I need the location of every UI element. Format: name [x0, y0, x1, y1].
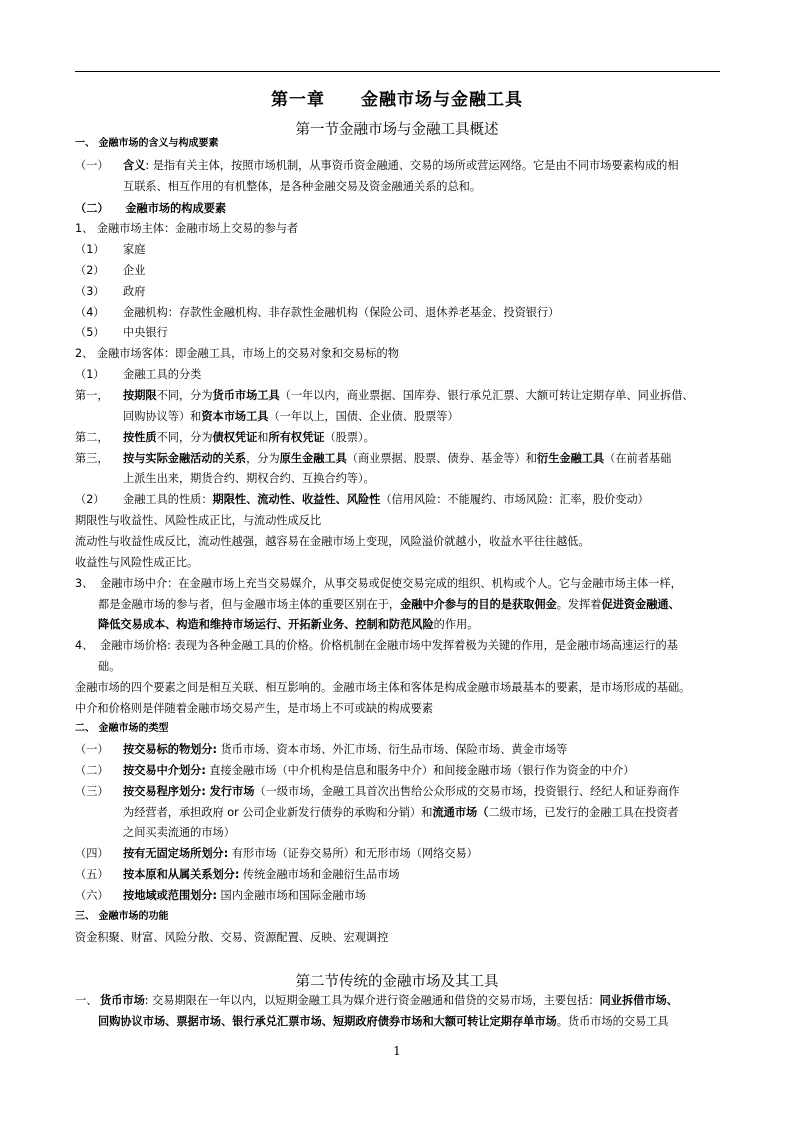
item-number: 一、 [75, 994, 98, 1007]
paragraph-text: （商业票据、股票、债券、基金等）和 [346, 452, 537, 465]
item-number: （一） [75, 743, 109, 756]
item-number: （2） [75, 264, 105, 277]
list-item [75, 889, 366, 903]
bold-term: 同业拆借市场、 [599, 994, 678, 1007]
bold-term: 所有权凭证 [268, 431, 325, 444]
paragraph-text: （信用风险：不能履约、市场风险：汇率，股价变动） [380, 493, 649, 506]
list-item [75, 243, 145, 257]
list-item [75, 368, 201, 382]
paragraph: 1、 金融市场主体：金融市场上交易的参与者 [75, 222, 299, 235]
paragraph-continuation [123, 806, 679, 820]
subheading: （二） 金融市场的构成要素 [75, 202, 227, 215]
paragraph-text: ，分为 [246, 452, 280, 465]
bold-term: 原生金融工具 [279, 452, 347, 465]
paragraph [75, 493, 649, 507]
bold-term: 按交易中介划分: [123, 764, 206, 777]
paragraph-text: 金融市场中介：在金融市场上充当交易媒介，从事交易或促使交易完成的组织、机构或个人。它与金融市场主体一样， [100, 577, 682, 590]
paragraph-text: 。货币市场的交易工具 [556, 1015, 669, 1028]
paragraph: 中介和价格则是伴随着金融市场交易产生，是市场上不可或缺的构成要素 [75, 702, 434, 715]
item-number: （4） [75, 306, 105, 319]
paragraph-text: 回购协议等）和 [123, 410, 202, 423]
bold-term: 按本原和从属关系划分: [123, 868, 240, 881]
paragraph-text: 都是金融市场的参与者，但与金融市场主体的重要区别在于， [98, 598, 401, 611]
paragraph [75, 389, 694, 403]
item-number: （2） [75, 493, 105, 506]
item-number: （5） [75, 326, 105, 339]
paragraph-text: 为经营者，承担政府 or 公司企业新发行债券的承购和分销）和 [123, 806, 433, 819]
page-number: 1 [393, 1044, 401, 1058]
list-item [75, 847, 478, 861]
list-item-text: 政府 [123, 285, 146, 298]
list-item [75, 326, 168, 340]
bold-term: 货币市场 [100, 994, 145, 1007]
paragraph-text: 不同，分为 [156, 389, 213, 402]
paragraph [75, 431, 375, 445]
item-number: （3） [75, 285, 105, 298]
paragraph [75, 639, 678, 653]
paragraph-text: 的作用。 [433, 618, 479, 631]
item-number: （三） [75, 785, 109, 798]
heading-1: 一、 金融市场的含义与构成要素 [75, 138, 219, 149]
paragraph-text: 和 [257, 431, 269, 444]
paragraph-text: 二级市场，已发行的金融工具在投资者 [488, 806, 679, 819]
list-item [75, 306, 559, 320]
bold-term: 金融中介参与的目的是获取佣金 [400, 598, 557, 611]
paragraph-text: 。发挥着 [556, 598, 602, 611]
paragraph-text: : 交易期限在一年以内，以短期金融工具为媒介进行资金融通和借贷的交易市场，主要包括： [144, 994, 600, 1007]
bold-term: 流通市场（ [432, 806, 489, 819]
paragraph-text: （一年以内，商业票据、国库券、银行承兑汇票、大额可转让定期存单、同业拆借、 [279, 389, 694, 402]
chapter-title: 第一章 金融市场与金融工具 [271, 90, 523, 110]
item-number: （六） [75, 889, 109, 902]
paragraph: 金融市场的四个要素之间是相互关联、相互影响的。金融市场主体和客体是构成金融市场最基本的要素，是市场形成的基础。 [75, 681, 691, 694]
paragraph-continuation: 互联系、相互作用的有机整体，是各种金融交易及资金融通关系的总和。 [123, 180, 482, 193]
paragraph-continuation: 之间买卖流通的市场） [123, 826, 235, 839]
paragraph: 收益性与风险性成正比。 [75, 556, 199, 569]
paragraph-text: （股票）。 [324, 431, 375, 444]
paragraph [75, 994, 678, 1008]
header-rule [75, 71, 720, 72]
paragraph-continuation [98, 1015, 669, 1029]
item-number: 第一， [75, 389, 109, 402]
list-item [75, 868, 400, 882]
bold-term: 按期限 [123, 389, 157, 402]
paragraph [75, 577, 682, 591]
paragraph-continuation: 础。 [98, 660, 121, 673]
list-item [75, 785, 680, 799]
paragraph: 流动性与收益性成反比，流动性越强，越容易在金融市场上变现，风险溢价就越小，收益水平往往越低。 [75, 535, 590, 548]
paragraph: 2、 金融市场客体：即金融工具，市场上的交易对象和交易标的物 [75, 347, 399, 360]
item-number: （五） [75, 868, 109, 881]
bold-term: 降低交易成本、构造和维持市场运行、开拓新业务、控制和防范风险 [98, 618, 434, 631]
bold-term: 促进资金融通、 [601, 598, 680, 611]
paragraph-continuation [98, 618, 478, 632]
bold-term: 衍生金融工具 [537, 452, 605, 465]
section-title: 第二节传统的金融市场及其工具 [295, 974, 499, 990]
paragraph-continuation: 上派生出来，期货合约、期权合约、互换合约等）。 [123, 472, 375, 485]
paragraph-continuation [123, 410, 459, 424]
paragraph: 资金积聚、财富、风险分散、交易、资源配置、反映、宏观调控 [75, 931, 389, 944]
list-item-text: 中央银行 [123, 326, 168, 339]
bold-term: 债权凭证 [212, 431, 258, 444]
bold-term: 回购协议市场、票据市场、银行承兑汇票市场、短期政府债券市场和大额可转让定期存单市场 [98, 1015, 557, 1028]
paragraph [75, 452, 671, 466]
list-item-text: 企业 [123, 264, 146, 277]
paragraph-continuation [98, 598, 680, 612]
item-number: 第三， [75, 452, 109, 465]
bold-term: 货币市场工具 [212, 389, 280, 402]
paragraph [75, 159, 679, 173]
list-item-text: 国内金融市场和国际金融市场 [216, 889, 366, 902]
section-title: 第一节金融市场与金融工具概述 [295, 122, 499, 138]
list-item-text: 金融机构：存款性金融机构、非存款性金融机构（保险公司、退休养老基金、投资银行） [123, 306, 560, 319]
list-item [75, 264, 145, 278]
list-item-text: 有形市场（证券交易所）和无形市场（网络交易） [228, 847, 478, 860]
paragraph-text: 金融市场价格: 表现为各种金融工具的价格。价格机制在金融市场中发挥着极为关键的作用，是金融市场高速运行的基 [100, 639, 678, 652]
list-item-text: 传统金融市场和金融衍生品市场 [239, 868, 400, 881]
list-item-text: 家庭 [123, 243, 146, 256]
bold-term: 按交易标的物划分: [123, 743, 217, 756]
bold-term: 资本市场工具 [201, 410, 269, 423]
item-number: 第二， [75, 431, 109, 444]
item-number: 3、 [75, 577, 94, 590]
paragraph-text: : 是指有关主体，按照市场机制，从事资币资金融通、交易的场所或营运网络。它是由不同市场要素构成的相 [145, 159, 679, 172]
heading-3: 三、 金融市场的功能 [75, 911, 169, 922]
list-item-text: （一级市场，金融工具首次出售给公众形成的交易市场，投资银行、经纪人和证券商作 [254, 785, 680, 798]
paragraph-text: （在前者基础 [604, 452, 672, 465]
bold-term: 期限性、流动性、收益性、风险性 [212, 493, 381, 506]
list-item-text: 货币市场、资本市场、外汇市场、衍生品市场、保险市场、黄金市场等 [216, 743, 568, 756]
list-item [75, 285, 145, 299]
item-number: （1） [75, 368, 105, 381]
bold-term: 按与实际金融活动的关系 [123, 452, 247, 465]
paragraph-text: （一年以上，国债、企业债、股票等） [268, 410, 459, 423]
paragraph-text: 金融工具的性质： [123, 493, 213, 506]
bold-term: 按性质 [123, 431, 157, 444]
item-number: （四） [75, 847, 109, 860]
bold-term: 按有无固定场所划分: [123, 847, 229, 860]
list-item [75, 764, 634, 778]
item-number: （一） [75, 159, 109, 172]
bold-term: 按地域或范围划分: [123, 889, 217, 902]
paragraph: 期限性与收益性、风险性成正比，与流动性成反比 [75, 514, 322, 527]
item-number: （二） [75, 764, 109, 777]
heading-2: 二、 金融市场的类型 [75, 723, 169, 734]
bold-term: 含义 [123, 159, 146, 172]
paragraph-text: 不同，分为 [156, 431, 213, 444]
list-item-text: 金融工具的分类 [123, 368, 202, 381]
item-number: （1） [75, 243, 105, 256]
list-item-text: 直接金融市场（中介机构是信息和服务中介）和间接金融市场（银行作为资金的中介） [205, 764, 635, 777]
list-item [75, 743, 567, 757]
bold-term: 按交易程序划分: 发行市场 [123, 785, 255, 798]
item-number: 4、 [75, 639, 94, 652]
